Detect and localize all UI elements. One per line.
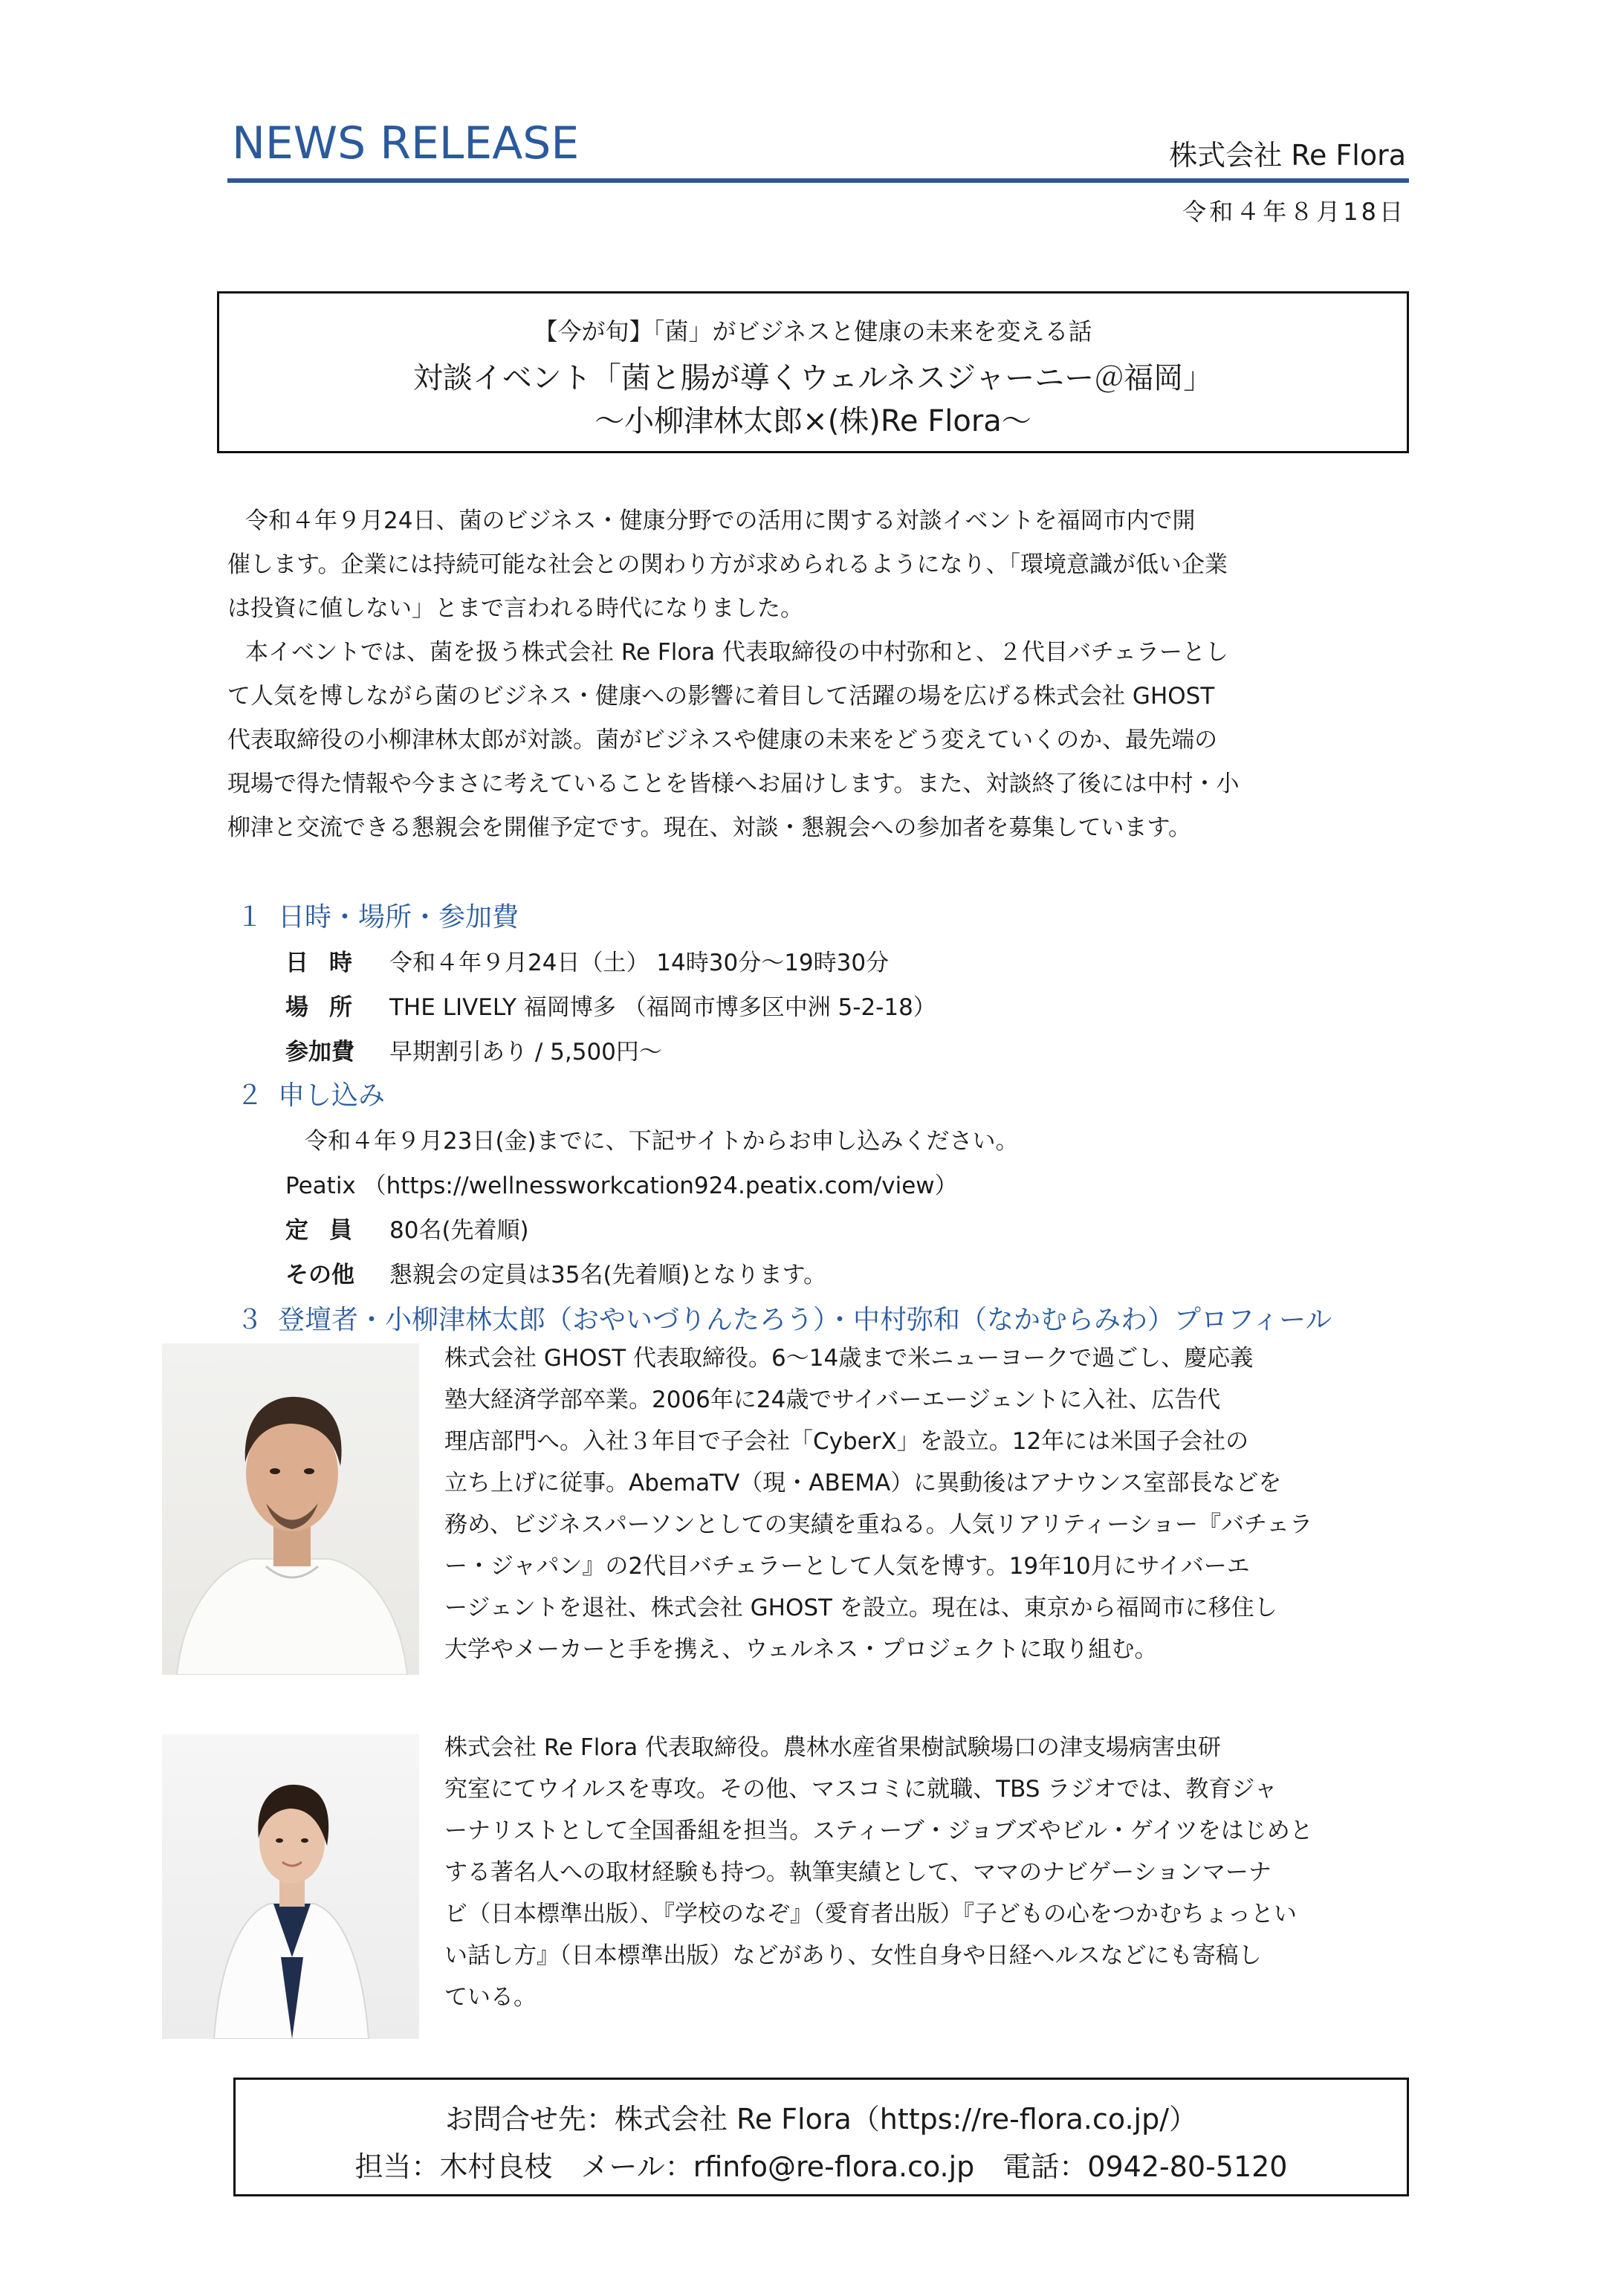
bio-line: する著名人への取材経験も持つ。執筆実績として、ママのナビゲーションマーナ: [444, 1859, 1271, 1886]
datetime-value: 令和４年９月24日（土） 14時30分～19時30分: [389, 950, 890, 976]
place-value: THE LIVELY 福岡博多 （福岡市博多区中洲 5-2-18）: [389, 994, 936, 1021]
other-label: その他: [285, 1262, 354, 1288]
section-title: 日時・場所・参加費: [278, 902, 519, 933]
speaker-photo-nakamura: [162, 1734, 419, 2039]
bio-line: ー・ジャパン』の2代目バチェラーとして人気を博す。19年10月にサイバーエ: [444, 1553, 1250, 1580]
intro-line: 催します。企業には持続可能な社会との関わり方が求められるようになり、「環境意識が低い企業: [227, 551, 1228, 578]
intro-paragraph-1: [227, 499, 1402, 631]
bio-line: 塾大経済学部卒業。2006年に24歳でサイバーエージェントに入社、広告代: [444, 1387, 1221, 1413]
contact-box: [233, 2078, 1409, 2196]
bio-line: 理店部門へ。入社３年目で子会社「CyberX」を設立。12年には米国子会社の: [444, 1428, 1249, 1455]
intro-line: 本イベントでは、菌を扱う株式会社 Re Flora 代表取締役の中村弥和と、２代目バチェラーとし: [245, 639, 1228, 666]
header-divider: [227, 178, 1409, 183]
capacity-value: 80名(先着順): [389, 1217, 529, 1244]
section-3-heading: [236, 1299, 1332, 1337]
section-title: 申し込み: [278, 1080, 386, 1111]
intro-line: 柳津と交流できる懇親会を開催予定です。現在、対談・懇親会への参加者を募集しています。: [227, 814, 1192, 841]
event-place-row: [285, 988, 936, 1022]
bio-nakamura: [444, 1727, 1410, 2018]
contact-company-line[interactable]: お問合せ先：株式会社 Re Flora（https://re-flora.co.jp/）: [444, 2103, 1198, 2136]
bio-line: 立ち上げに従事。AbemaTV（現・ABEMA）に異動後はアナウンス室部長などを: [444, 1470, 1282, 1496]
title-tagline: 【今が旬】「菌」がビジネスと健康の未来を変える話: [534, 317, 1092, 346]
capacity-row: [285, 1211, 529, 1245]
bio-line: い話し方』（日本標準出版）などがあり、女性自身や日経ヘルスなどにも寄稿し: [444, 1942, 1262, 1969]
intro-line: 現場で得た情報や今まさに考えていることを皆様へお届けします。また、対談終了後には中村・小: [227, 771, 1240, 797]
contact-person-line[interactable]: 担当：木村良枝 メール：rfinfo@re-flora.co.jp 電話：0942-80-5120: [354, 2150, 1288, 2183]
bio-line: 究室にてウイルスを専攻。その他、マスコミに就職、TBS ラジオでは、教育ジャ: [444, 1776, 1277, 1803]
bio-line: ている。: [444, 1984, 537, 2011]
event-subtitle: ～小柳津林太郎×(株)Re Flora～: [595, 404, 1031, 438]
intro-line: 代表取締役の小柳津林太郎が対談。菌がビジネスや健康の未来をどう変えていくのか、最先端の: [227, 727, 1218, 753]
news-release-heading: NEWS RELEASE: [232, 117, 580, 169]
event-title: 対談イベント「菌と腸が導くウェルネスジャーニー＠福岡」: [412, 361, 1214, 395]
bio-line: 株式会社 GHOST 代表取締役。6～14歳まで米ニューヨークで過ごし、慶応義: [444, 1345, 1254, 1372]
event-fee-row: [285, 1033, 662, 1066]
event-datetime-row: [285, 944, 889, 977]
portrait-woman-icon: [162, 1734, 419, 2039]
intro-line: て人気を博しながら菌のビジネス・健康への影響に着目して活躍の場を広げる株式会社 GHOST: [227, 683, 1215, 710]
place-label: 場所: [285, 994, 373, 1021]
section-1-heading: [236, 896, 519, 934]
section-number: １: [236, 902, 264, 933]
company-name: 株式会社 Re Flora: [1169, 139, 1406, 172]
bio-line: 大学やメーカーと手を携え、ウェルネス・プロジェクトに取り組む。: [444, 1636, 1158, 1663]
bio-oyaizu: [444, 1337, 1410, 1670]
bio-line: ーナリストとして全国番組を担当。スティーブ・ジョブズやビル・ゲイツをはじめと: [444, 1817, 1313, 1844]
event-title-box: [217, 291, 1409, 453]
fee-label: 参加費: [285, 1039, 354, 1066]
section-title: 登壇者・小柳津林太郎（おやいづりんたろう）・中村弥和（なかむらみわ）プロフィール: [278, 1305, 1332, 1335]
intro-line: は投資に値しない」とまで言われる時代になりました。: [227, 595, 803, 622]
section-number: ３: [236, 1305, 264, 1335]
other-value: 懇親会の定員は35名(先着順)となります。: [389, 1262, 827, 1288]
capacity-label: 定員: [285, 1217, 373, 1244]
datetime-label: 日時: [285, 950, 373, 976]
intro-line: 令和４年９月24日、菌のビジネス・健康分野での活用に関する対談イベントを福岡市内で開: [245, 507, 1196, 534]
bio-line: 務め、ビジネスパーソンとしての実績を重ねる。人気リアリティーショー『バチェラ: [444, 1511, 1313, 1538]
fee-value: 早期割引あり / 5,500円～: [389, 1039, 662, 1066]
bio-line: 株式会社 Re Flora 代表取締役。農林水産省果樹試験場口の津支場病害虫研: [444, 1734, 1221, 1761]
application-deadline: 令和４年９月23日(金)までに、下記サイトからお申し込みください。: [305, 1128, 1019, 1155]
peatix-link[interactable]: Peatix （https://wellnessworkcation924.peatix.com/view）: [285, 1173, 958, 1199]
other-row: [285, 1256, 826, 1289]
portrait-man-icon: [162, 1343, 419, 1675]
section-2-heading: [236, 1074, 385, 1112]
bio-line: ビ（日本標準出版）、『学校のなぞ』（愛育者出版）『子どもの心をつかむちょっとい: [444, 1901, 1297, 1927]
intro-paragraph-2: [227, 631, 1402, 850]
speaker-photo-oyaizu: [162, 1343, 419, 1675]
section-number: ２: [236, 1080, 264, 1111]
release-date: 令和４年８月18日: [1182, 198, 1406, 226]
bio-line: ージェントを退社、株式会社 GHOST を設立。現在は、東京から福岡市に移住し: [444, 1595, 1277, 1621]
